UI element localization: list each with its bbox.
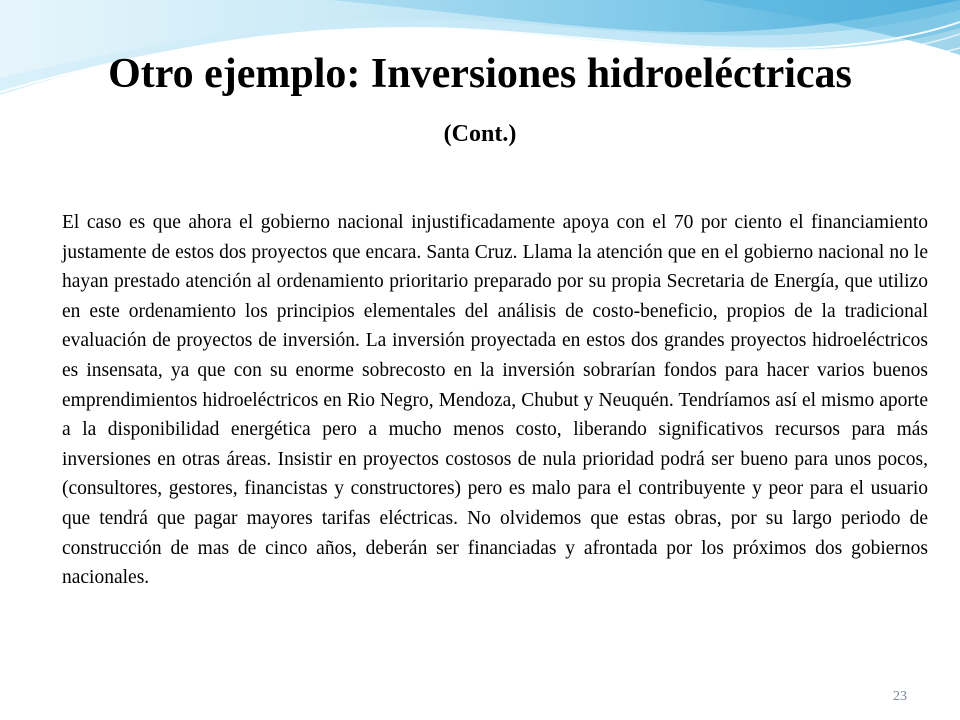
page-number: 23	[893, 689, 907, 704]
slide-title: Otro ejemplo: Inversiones hidroeléctricas	[108, 51, 852, 97]
slide-subtitle: (Cont.)	[443, 121, 517, 147]
body-paragraph: El caso es que ahora el gobierno nacional injustificadamente apoya con el 70 por ciento el financiamiento justamente de estos dos proyectos que encara. Santa Cruz. Llama la atención que en el gobierno nacional no le hayan prestado atención al ordenamiento prioritario preparado por su propia Secretaria de Energía, que utilizo en este ordenamiento los principios elementales del análisis de costo-beneficio, propios de la tradicional evaluación de proyectos de inversión. La inversión proyectada en estos dos grandes proyectos hidroeléctricos es insensata, ya que con su enorme sobrecosto en la inversión sobrarían fondos para hacer varios buenos emprendimientos hidroeléctricos en Rio Negro, Mendoza, Chubut y Neuquén. Tendríamos así el mismo aporte a la disponibilidad energética pero a mucho menos costo, liberando significativos recursos para más inversiones en otras áreas. Insistir en proyectos costosos de nula prioridad podrá ser bueno para unos pocos, (consultores, gestores, financistas y constructores) pero es malo para el contribuyente y peor para el usuario que tendrá que pagar mayores tarifas eléctricas. No olvidemos que estas obras, por su largo periodo de construcción de mas de cinco años, deberán ser financiadas y afrontada por los próximos dos gobiernos nacionales.	[62, 212, 928, 589]
